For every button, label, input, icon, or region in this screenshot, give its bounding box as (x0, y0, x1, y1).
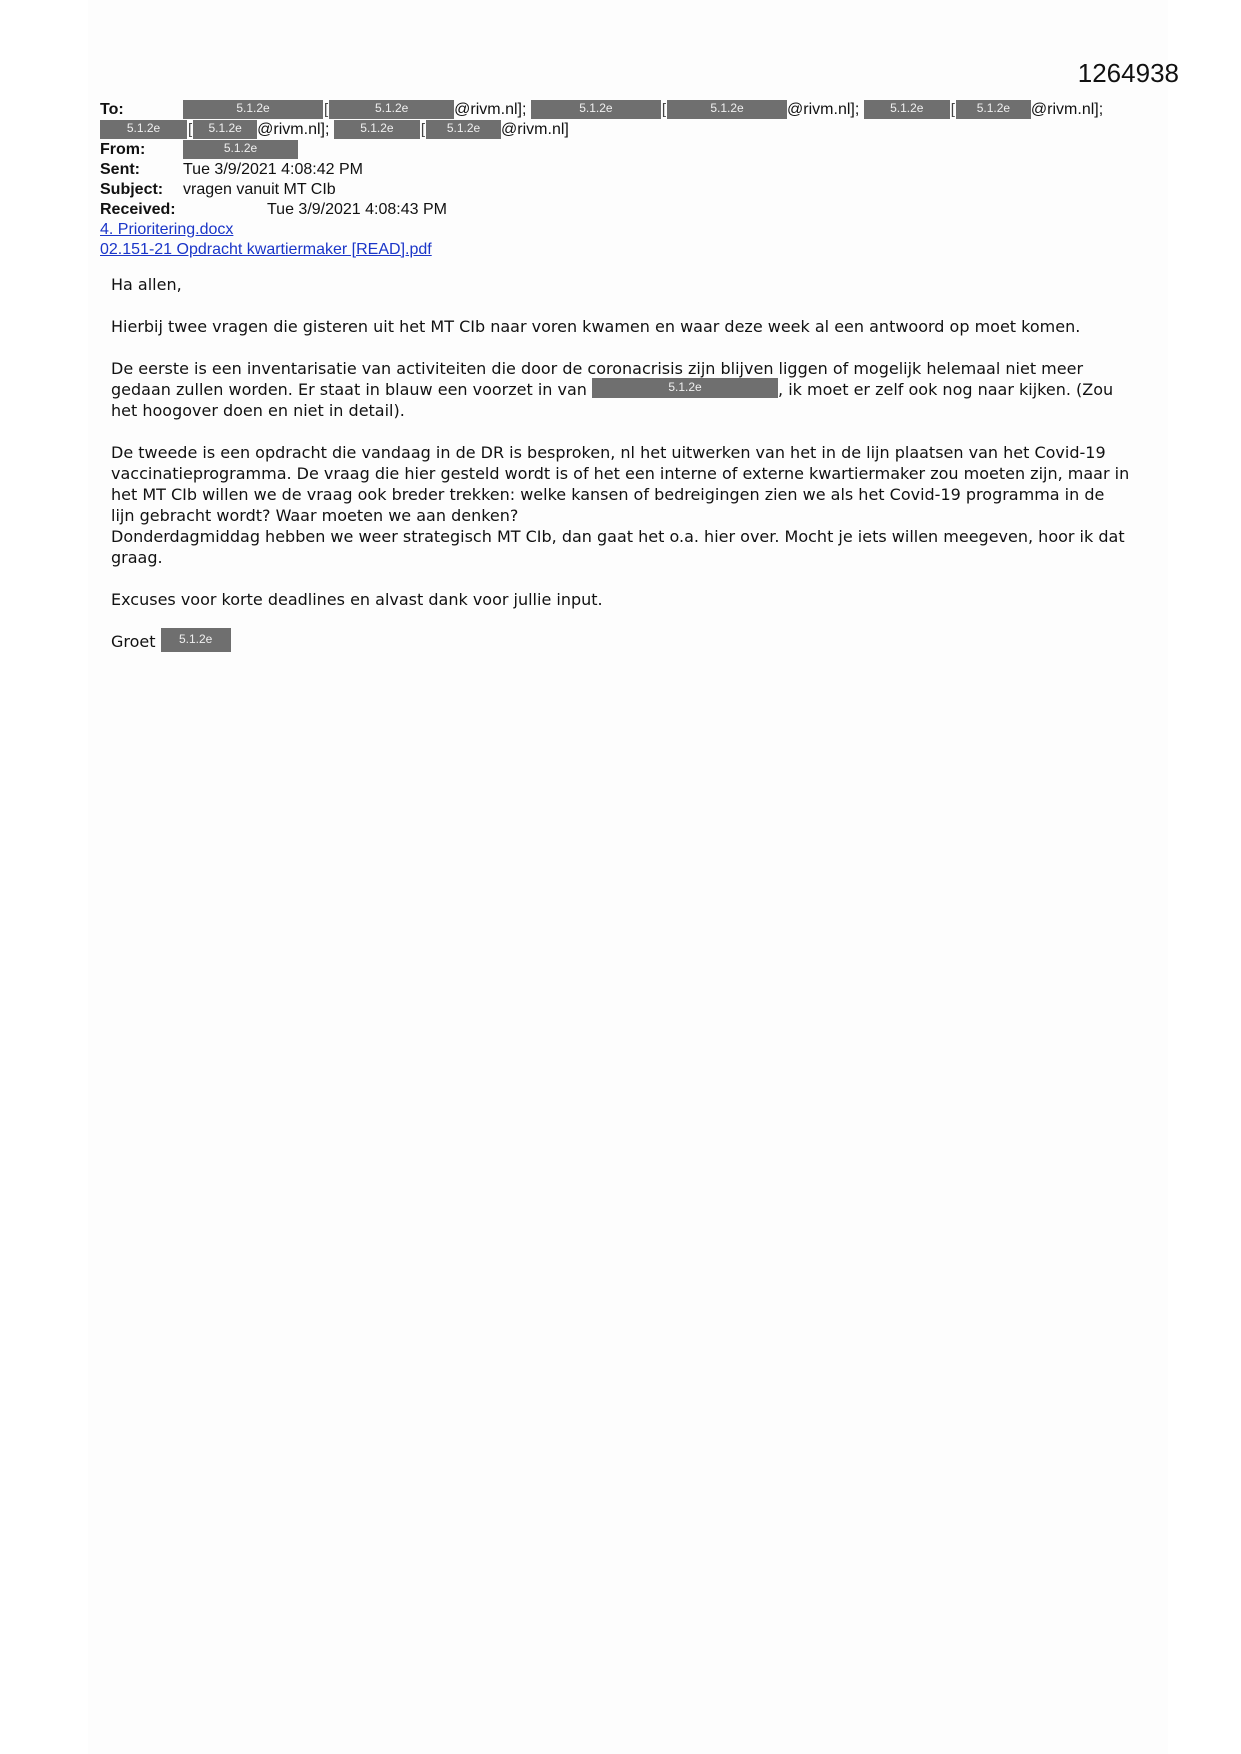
email-body (111, 274, 1131, 673)
paragraph: Hierbij twee vragen die gisteren uit het MT CIb naar voren kwamen en waar deze week al een antwoord op moet komen. (111, 317, 1081, 336)
paragraph (111, 358, 1131, 421)
received-line (100, 200, 1160, 220)
email-domain: @rivm.nl]; (1030, 101, 1104, 118)
email-domain: @rivm.nl]; (787, 101, 860, 118)
redaction-box: 5.1.2e (329, 100, 454, 119)
paragraph: De tweede is een opdracht die vandaag in de DR is besproken, nl het uitwerken van het in de lijn plaatsen van het Covid-19 vaccinatieprogramma. De vraag die hier gesteld wordt is of het een interne of externe kwartiermaker zou moeten zijn, maar in het MT CIb willen we de vraag ook breder trekken: welke kansen of bedreigingen zien we als het Covid-19 programma in de lijn gebracht wordt? Waar moeten we aan denken? (111, 443, 1130, 525)
bracket: [ (661, 101, 667, 118)
bracket: [ (324, 101, 329, 118)
paragraph: Excuses voor korte deadlines en alvast dank voor jullie input. (111, 590, 603, 609)
redaction-box: 5.1.2e (864, 100, 950, 119)
redaction-box: 5.1.2e (193, 120, 257, 139)
to-line-continued (100, 120, 1160, 140)
redaction-box: 5.1.2e (161, 628, 231, 652)
closing (111, 631, 1131, 652)
paragraph-text: , ik moet er zelf ook nog naar kijken. (Zou het hoogover doen en niet in detail). (111, 380, 1114, 420)
subject-label: Subject: (100, 181, 164, 198)
bracket: [ (420, 121, 426, 138)
redaction-box: 5.1.2e (100, 120, 187, 139)
bracket: [ (188, 121, 193, 138)
paragraph-text: De eerste is een inventarisatie van activiteiten die door de coronacrisis zijn blijven liggen of mogelijk helemaal niet meer gedaan zullen worden. Er staat in blauw een voorzet in van (111, 359, 1084, 399)
email-domain: @rivm.nl]; (454, 101, 527, 118)
redaction-box: 5.1.2e (183, 140, 298, 159)
redaction-box: 5.1.2e (334, 120, 420, 139)
received-label: Received: (100, 201, 176, 218)
from-label: From: (100, 141, 146, 158)
attachment-link[interactable]: 02.151-21 Opdracht kwartiermaker [READ].pdf (100, 241, 432, 258)
closing-text: Groet (111, 632, 156, 651)
redaction-box: 5.1.2e (183, 100, 323, 119)
redaction-box: 5.1.2e (426, 120, 501, 139)
document-number: 1264938 (1077, 58, 1179, 88)
greeting: Ha allen, (111, 275, 182, 294)
email-domain: @rivm.nl] (501, 121, 569, 138)
redaction-box: 5.1.2e (956, 100, 1031, 119)
email-header (100, 100, 1160, 260)
email-domain: @rivm.nl]; (257, 121, 330, 138)
bracket: [ (950, 101, 955, 118)
sent-value: Tue 3/9/2021 4:08:42 PM (183, 161, 363, 178)
received-value: Tue 3/9/2021 4:08:43 PM (267, 201, 447, 218)
to-line (100, 100, 1160, 120)
redaction-box: 5.1.2e (531, 100, 661, 119)
attachment-link[interactable]: 4. Prioritering.docx (100, 221, 234, 238)
to-label: To: (100, 101, 124, 118)
redaction-box: 5.1.2e (592, 378, 778, 398)
redaction-box: 5.1.2e (667, 100, 787, 119)
subject-value: vragen vanuit MT CIb (183, 181, 336, 198)
from-line (100, 140, 1160, 160)
sent-label: Sent: (100, 161, 140, 178)
sent-line (100, 160, 1160, 180)
paragraph: Donderdagmiddag hebben we weer strategisch MT CIb, dan gaat het o.a. hier over. Mocht je iets willen meegeven, hoor ik dat graag. (111, 527, 1125, 567)
subject-line (100, 180, 1160, 200)
document-page (88, 0, 1168, 1754)
